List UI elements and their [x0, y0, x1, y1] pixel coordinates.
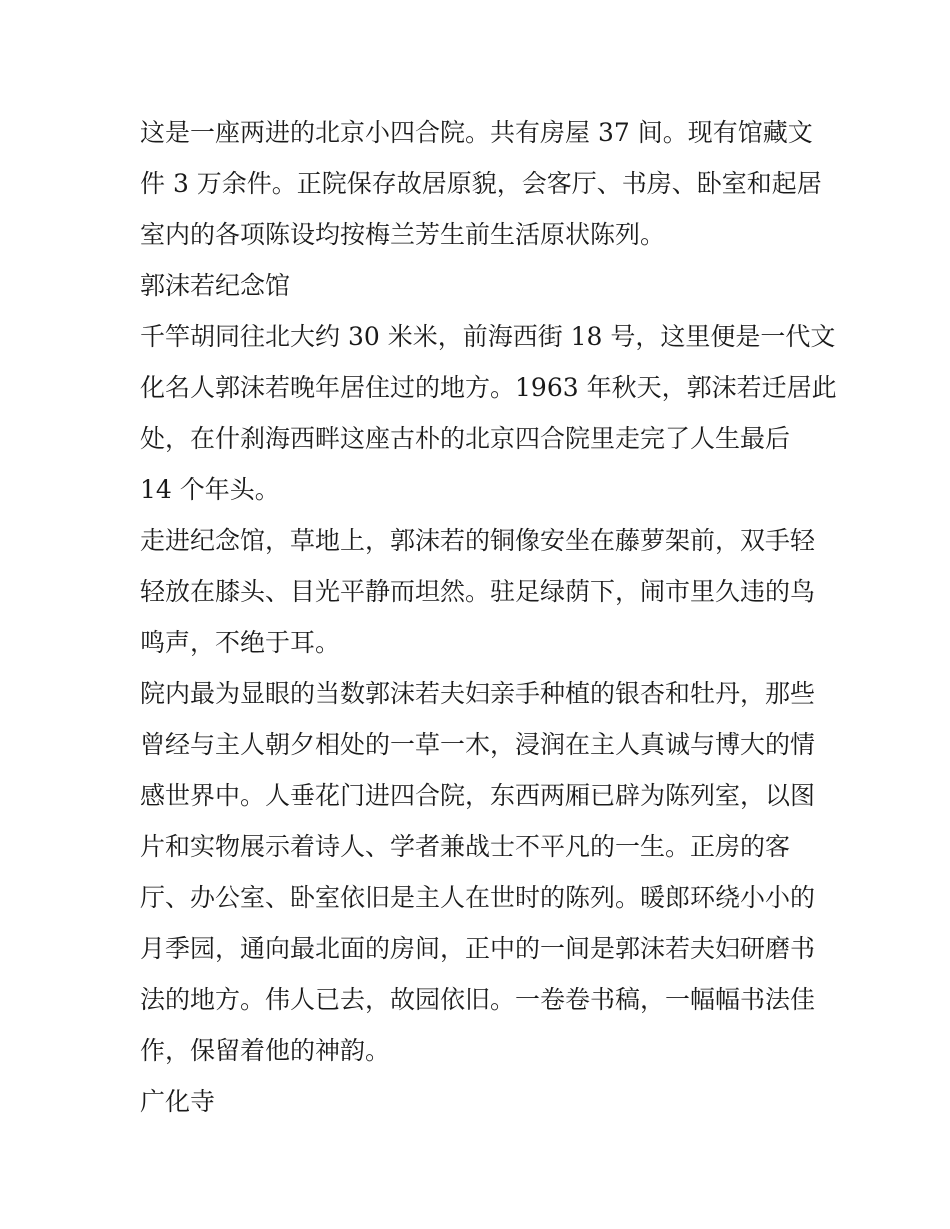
body-text-line: 厅、办公室、卧室依旧是主人在世时的陈列。暖郎环绕小小的	[140, 883, 816, 912]
body-text-line: 14 个年头。	[140, 475, 280, 504]
body-text-line: 感世界中。人垂花门进四合院，东西两厢已辟为陈列室，以图	[140, 781, 816, 810]
body-text-line: 走进纪念馆，草地上，郭沫若的铜像安坐在藤萝架前，双手轻	[140, 526, 816, 555]
body-text-line: 处，在什刹海西畔这座古朴的北京四合院里走完了人生最后	[140, 424, 791, 453]
body-text-line: 鸣声，不绝于耳。	[140, 628, 341, 657]
section-heading-guo-moruo-memorial: 郭沫若纪念馆	[140, 271, 291, 300]
body-text-line: 作，保留着他的神韵。	[140, 1036, 391, 1065]
body-text-line: 化名人郭沫若晚年居住过的地方。1963 年秋天，郭沫若迁居此	[140, 373, 837, 402]
body-text-line: 这是一座两进的北京小四合院。共有房屋 37 间。现有馆藏文	[140, 118, 813, 147]
document-body	[140, 107, 837, 1127]
body-text-line: 室内的各项陈设均按梅兰芳生前生活原状陈列。	[140, 220, 666, 249]
body-text-line: 轻放在膝头、目光平静而坦然。驻足绿荫下，闹市里久违的鸟	[140, 577, 816, 606]
body-text-line: 件 3 万余件。正院保存故居原貌，会客厅、书房、卧室和起居	[140, 169, 822, 198]
body-text-line: 月季园，通向最北面的房间，正中的一间是郭沫若夫妇研磨书	[140, 934, 816, 963]
body-text-line: 片和实物展示着诗人、学者兼战士不平凡的一生。正房的客	[140, 832, 791, 861]
section-heading-guanghua-temple: 广化寺	[140, 1087, 216, 1116]
body-text-line: 曾经与主人朝夕相处的一草一木，浸润在主人真诚与博大的情	[140, 730, 816, 759]
body-text-line: 千竿胡同往北大约 30 米米，前海西街 18 号，这里便是一代文	[140, 322, 836, 351]
body-text-line: 法的地方。伟人已去，故园依旧。一卷卷书稿，一幅幅书法佳	[140, 985, 816, 1014]
body-text-line: 院内最为显眼的当数郭沫若夫妇亲手种植的银杏和牡丹，那些	[140, 679, 816, 708]
